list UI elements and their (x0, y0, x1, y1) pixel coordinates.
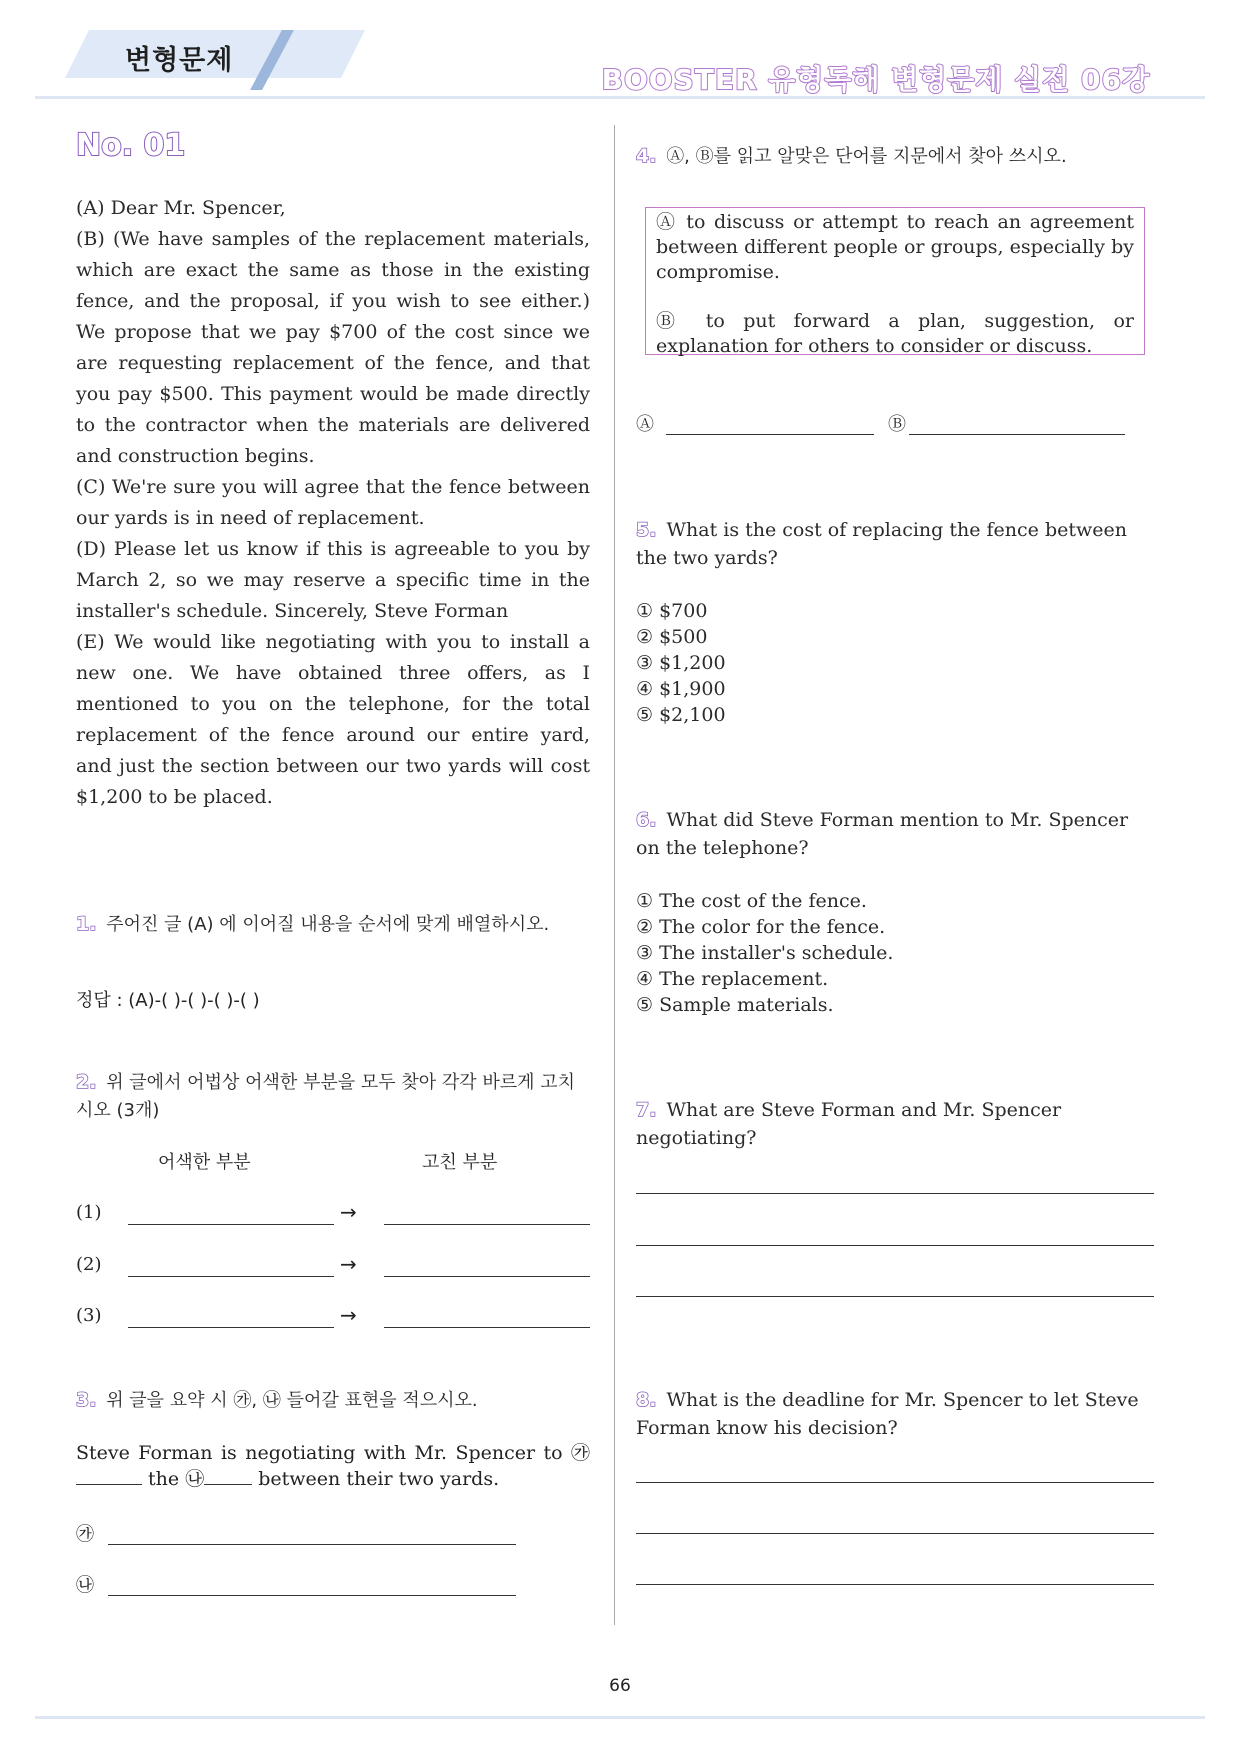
question-8 (636, 1386, 1156, 1442)
answer-blank-a[interactable] (666, 434, 874, 435)
footer-rule (35, 1716, 1205, 1719)
correction-row (76, 1202, 590, 1232)
options-list (636, 598, 726, 728)
summary-answer-a (76, 1520, 516, 1550)
summary-answer-b (76, 1571, 516, 1601)
page-number: 66 (609, 1676, 631, 1696)
answer-line[interactable] (636, 1584, 1154, 1585)
option[interactable]: ③ The installer's schedule. (636, 942, 894, 964)
option[interactable]: ④ The replacement. (636, 968, 829, 990)
row-number: (3) (76, 1305, 102, 1326)
question-number: 6. (636, 809, 657, 831)
question-text: Ⓐ, Ⓑ를 읽고 알맞은 단어를 지문에서 찾아 쓰시오. (666, 146, 1067, 167)
header-tag: 변형문제 (125, 45, 234, 76)
option[interactable]: ③ $1,200 (636, 652, 726, 674)
question-number: 2. (76, 1071, 97, 1093)
question-text: What is the deadline for Mr. Spencer to let Steve Forman know his decision? (636, 1389, 1139, 1439)
question-number: 3. (76, 1389, 97, 1411)
column-divider (614, 125, 615, 1625)
answer-line[interactable] (636, 1533, 1154, 1534)
header-title: BOOSTER 유형독해 변형문제 실전 06강 (601, 63, 1150, 96)
question-number: 1. (76, 913, 97, 935)
question-text: What is the cost of replacing the fence between the two yards? (636, 519, 1127, 569)
question-text: 위 글에서 어법상 어색한 부분을 모두 찾아 각각 바르게 고치시오 (3개) (76, 1072, 575, 1121)
answer-line[interactable] (636, 1482, 1154, 1483)
answer-line[interactable] (636, 1296, 1154, 1297)
fixed-part-blank[interactable] (384, 1224, 590, 1225)
wrong-part-blank[interactable] (128, 1276, 334, 1277)
definition-answers (636, 410, 1156, 440)
passage-number: No. 01 (76, 128, 186, 163)
question-6 (636, 806, 1156, 862)
answer-blank-b[interactable] (909, 434, 1125, 435)
summary-blank-a[interactable] (76, 1468, 142, 1485)
wrong-part-blank[interactable] (128, 1224, 334, 1225)
wrong-part-blank[interactable] (128, 1327, 334, 1328)
paragraph-e: (E) We would like negotiating with you to install a new one. We have obtained three offers, as I mentioned to you on the telephone, for the total replacement of the fence around our entire yard, and just the section between our two yards will cost $1,200 to be placed. (76, 631, 590, 808)
question-5 (636, 516, 1156, 572)
summary-part-b: the ㉯ (148, 1468, 205, 1490)
correction-row (76, 1254, 590, 1284)
summary-part-a: Steve Forman is negotiating with Mr. Spencer to ㉮ (76, 1442, 590, 1464)
question-text: 위 글을 요약 시 ㉮, ㉯ 들어갈 표현을 적으시오. (106, 1390, 478, 1411)
option[interactable]: ④ $1,900 (636, 678, 726, 700)
paragraph-a: (A) Dear Mr. Spencer, (76, 197, 286, 219)
question-number: 8. (636, 1389, 657, 1411)
question-text: What are Steve Forman and Mr. Spencer negotiating? (636, 1099, 1062, 1149)
definition-b: Ⓑ to put forward a plan, suggestion, or explanation for others to consider or discuss. (656, 310, 1134, 357)
right-arrow-icon: → (340, 1303, 357, 1327)
answer-blank[interactable] (108, 1544, 516, 1545)
row-number: (1) (76, 1202, 102, 1223)
paragraph-d: (D) Please let us know if this is agreeable to you by March 2, so we may reserve a specific time in the installer's schedule. Sincerely, Steve Forman (76, 538, 590, 622)
option[interactable]: ⑤ Sample materials. (636, 994, 834, 1016)
answer-line[interactable] (636, 1193, 1154, 1194)
paragraph-c: (C) We're sure you will agree that the fence between our yards is in need of replacement. (76, 476, 590, 529)
option[interactable]: ① $700 (636, 600, 708, 622)
question-3 (76, 1386, 590, 1415)
summary-part-c: between their two yards. (258, 1468, 500, 1490)
order-answer-field[interactable]: 정답 : (A)-( )-( )-( )-( ) (76, 990, 260, 1011)
question-text: 주어진 글 (A) 에 이어질 내용을 순서에 맞게 배열하시오. (106, 914, 550, 935)
question-7 (636, 1096, 1156, 1152)
answer-marker: ㉮ (76, 1524, 94, 1545)
right-arrow-icon: → (340, 1200, 357, 1224)
summary-blank-b[interactable] (204, 1468, 252, 1485)
answer-marker: Ⓐ (636, 414, 654, 435)
right-arrow-icon: → (340, 1252, 357, 1276)
answer-line[interactable] (636, 1245, 1154, 1246)
definition-box (645, 207, 1145, 355)
question-4 (636, 142, 1156, 171)
answer-blank[interactable] (108, 1595, 516, 1596)
option[interactable]: ⑤ $2,100 (636, 704, 726, 726)
question-text: What did Steve Forman mention to Mr. Spencer on the telephone? (636, 809, 1129, 859)
summary-sentence (76, 1440, 590, 1492)
answer-marker: ㉯ (76, 1575, 94, 1596)
option[interactable]: ① The cost of the fence. (636, 890, 867, 912)
question-1 (76, 910, 590, 939)
question-number: 5. (636, 519, 657, 541)
option[interactable]: ② The color for the fence. (636, 916, 886, 938)
option[interactable]: ② $500 (636, 626, 708, 648)
question-number: 4. (636, 145, 657, 167)
fixed-part-blank[interactable] (384, 1327, 590, 1328)
fixed-part-blank[interactable] (384, 1276, 590, 1277)
question-number: 7. (636, 1099, 657, 1121)
correction-row (76, 1305, 590, 1335)
answer-marker: Ⓑ (888, 414, 906, 435)
paragraph-b: (B) (We have samples of the replacement materials, which are exact the same as those in the existing fence, and the proposal, if you wish to see either.) We propose that we pay $700 of the cost since we are requesting replacement of the fence, and that you pay $500. This payment would be made directly to the contractor when the materials are delivered and construction begins. (76, 228, 590, 467)
passage-text (76, 193, 590, 813)
row-number: (2) (76, 1254, 102, 1275)
column-header-wrong: 어색한 부분 (158, 1152, 251, 1173)
header-rule (35, 96, 1205, 99)
options-list (636, 888, 893, 1018)
definition-a: Ⓐ to discuss or attempt to reach an agreement between different people or groups, especially by compromise. (656, 211, 1134, 283)
column-header-fixed: 고친 부분 (422, 1152, 498, 1173)
question-2 (76, 1068, 590, 1125)
